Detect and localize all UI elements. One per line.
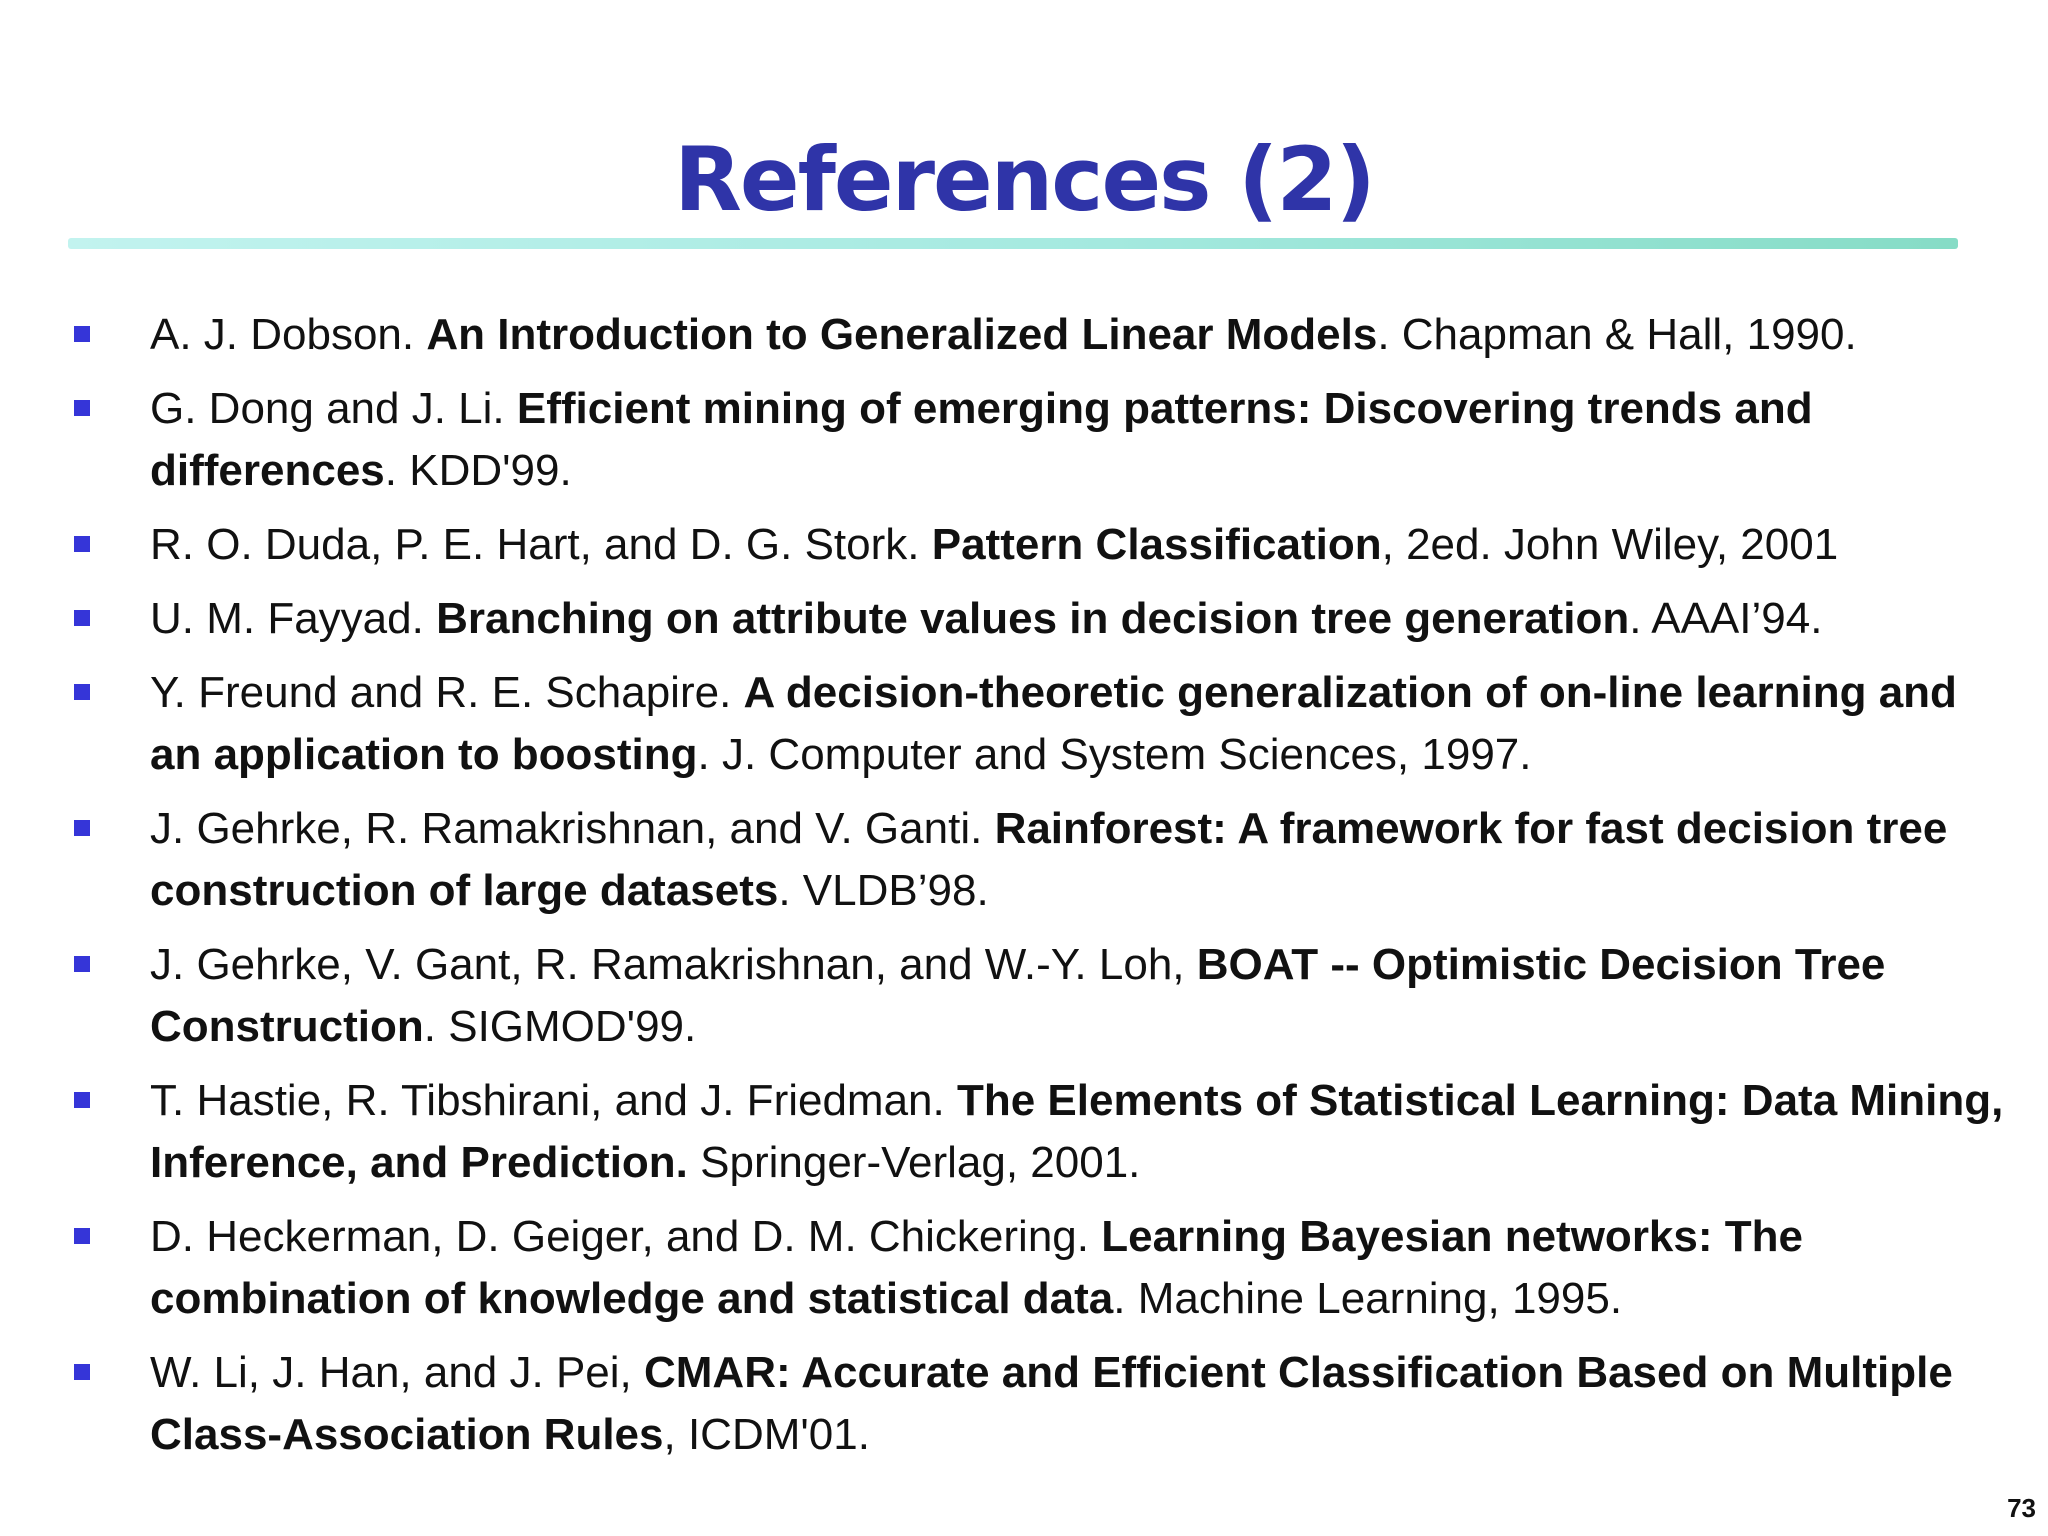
reference-venue: . Machine Learning, 1995. <box>1113 1274 1623 1323</box>
square-bullet-icon <box>74 1092 90 1108</box>
reference-title: A decision-theoretic generalization of on-line learning and an application to boosting <box>150 668 1957 779</box>
reference-venue: , 2ed. John Wiley, 2001 <box>1381 520 1839 569</box>
reference-venue: , ICDM'01. <box>663 1410 870 1459</box>
reference-item <box>0 934 2048 1058</box>
reference-item <box>0 798 2048 922</box>
reference-item <box>0 1206 2048 1330</box>
reference-item <box>0 588 2048 650</box>
reference-item <box>0 662 2048 786</box>
square-bullet-icon <box>74 326 90 342</box>
slide-title: References (2) <box>674 127 1374 231</box>
square-bullet-icon <box>74 610 90 626</box>
reference-title: Efficient mining of emerging patterns: Discovering trends and differences <box>150 384 1813 495</box>
reference-venue: . J. Computer and System Sciences, 1997. <box>697 730 1532 779</box>
square-bullet-icon <box>74 820 90 836</box>
square-bullet-icon <box>74 956 90 972</box>
square-bullet-icon <box>74 1228 90 1244</box>
reference-title: CMAR: Accurate and Efficient Classification Based on Multiple Class-Association Rules <box>150 1348 1953 1459</box>
reference-title: The Elements of Statistical Learning: Data Mining, Inference, and Prediction. <box>150 1076 2004 1187</box>
reference-title: BOAT -- Optimistic Decision Tree Construction <box>150 940 1886 1051</box>
reference-list <box>0 304 2048 1478</box>
square-bullet-icon <box>74 536 90 552</box>
reference-authors: D. Heckerman, D. Geiger, and D. M. Chickering. <box>150 1212 1102 1261</box>
reference-authors: W. Li, J. Han, and J. Pei, <box>150 1348 644 1397</box>
reference-authors: R. O. Duda, P. E. Hart, and D. G. Stork. <box>150 520 932 569</box>
reference-item <box>0 514 2048 576</box>
reference-item <box>0 1342 2048 1466</box>
reference-title: Rainforest: A framework for fast decision tree construction of large datasets <box>150 804 1948 915</box>
reference-venue: . Chapman & Hall, 1990. <box>1377 310 1857 359</box>
reference-venue: . AAAI’94. <box>1629 594 1823 643</box>
reference-item <box>0 1070 2048 1194</box>
reference-venue: . KDD'99. <box>384 446 572 495</box>
reference-venue: . VLDB’98. <box>778 866 989 915</box>
title-divider <box>68 238 1958 249</box>
page-number: 73 <box>2007 1493 2036 1523</box>
reference-authors: T. Hastie, R. Tibshirani, and J. Friedman. <box>150 1076 957 1125</box>
reference-authors: J. Gehrke, V. Gant, R. Ramakrishnan, and W.-Y. Loh, <box>150 940 1197 989</box>
square-bullet-icon <box>74 400 90 416</box>
reference-item <box>0 378 2048 502</box>
reference-venue: . SIGMOD'99. <box>423 1002 697 1051</box>
reference-authors: U. M. Fayyad. <box>150 594 437 643</box>
square-bullet-icon <box>74 1364 90 1380</box>
reference-authors: A. J. Dobson. <box>150 310 427 359</box>
reference-title: An Introduction to Generalized Linear Models <box>426 310 1378 359</box>
reference-title: Learning Bayesian networks: The combination of knowledge and statistical data <box>150 1212 1803 1323</box>
reference-venue: Springer-Verlag, 2001. <box>687 1138 1141 1187</box>
square-bullet-icon <box>74 684 90 700</box>
reference-authors: J. Gehrke, R. Ramakrishnan, and V. Ganti. <box>150 804 995 853</box>
reference-title: Pattern Classification <box>931 520 1382 569</box>
reference-authors: Y. Freund and R. E. Schapire. <box>150 668 744 717</box>
reference-item <box>0 304 2048 366</box>
reference-authors: G. Dong and J. Li. <box>150 384 517 433</box>
reference-title: Branching on attribute values in decision tree generation <box>436 594 1630 643</box>
